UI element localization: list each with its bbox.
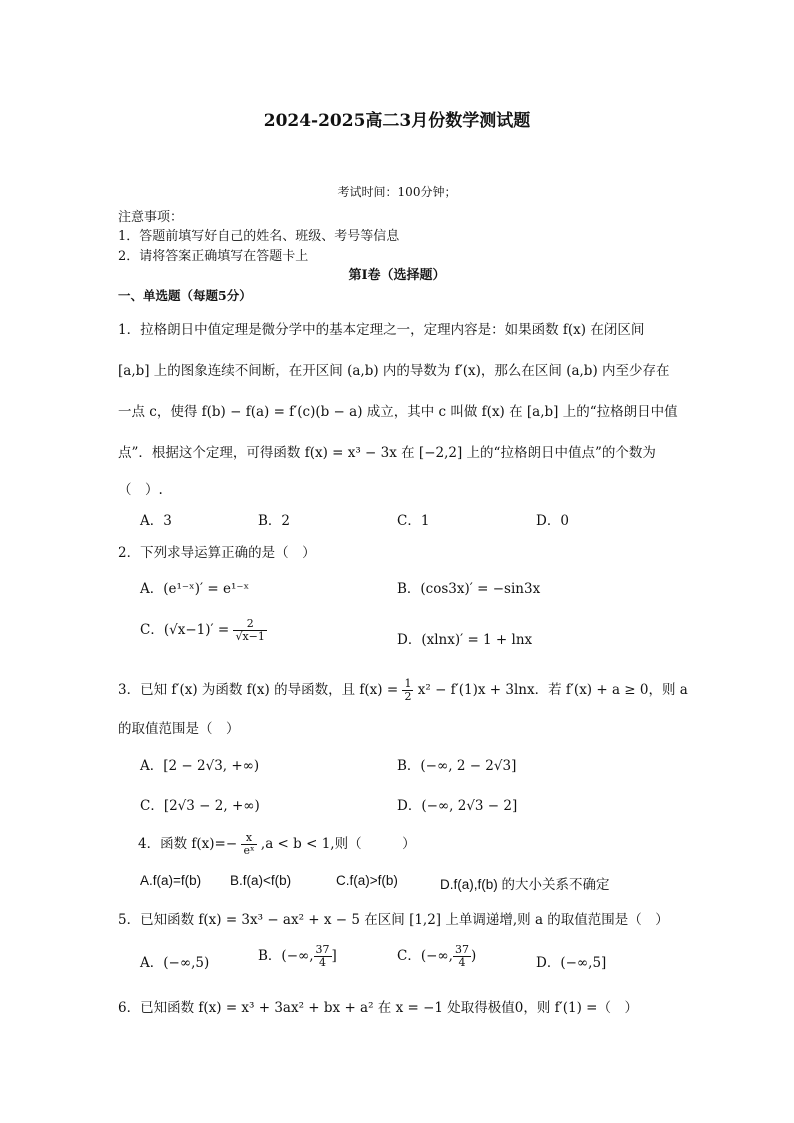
numerator: 37: [315, 943, 330, 956]
q5-option-b[interactable]: [258, 944, 337, 969]
q4-option-b[interactable]: B.f(a)<f(b): [230, 873, 292, 888]
q2-option-c[interactable]: [140, 618, 267, 643]
interval-close: ): [470, 948, 477, 964]
section-title: 一、单选题（每题5分）: [118, 288, 252, 303]
q4-option-c[interactable]: C.f(a)>f(b): [336, 873, 398, 888]
q1-line: 1．拉格朗日中值定理是微分学中的基本定理之一，定理内容是：如果函数 f(x) 在闭区间: [118, 322, 645, 338]
volume-title: 第I卷（选择题）: [348, 268, 446, 283]
option-letter: B．: [258, 948, 282, 964]
interval-open: (−∞,: [281, 948, 314, 964]
stem-part: 3．已知 f′(x) 为函数 f(x) 的导函数，且 f(x) =: [118, 682, 399, 698]
q1-option-b[interactable]: B．2: [258, 513, 291, 529]
option-letter: C．: [140, 622, 164, 638]
denominator: √x−1: [235, 630, 265, 643]
q3-option-c[interactable]: C．[2√3 − 2, +∞): [140, 798, 260, 814]
q4-option-d[interactable]: D.f(a),f(b) 的大小关系不确定: [440, 877, 610, 892]
exam-time: 考试时间：100分钟；: [337, 185, 457, 199]
stem-part: 4．函数 f(x)=−: [138, 836, 238, 852]
q2-stem: 2．下列求导运算正确的是（ ）: [118, 545, 316, 561]
fraction: [233, 618, 266, 643]
q3-option-a[interactable]: A．[2 − 2√3, +∞): [140, 758, 260, 774]
fraction: [453, 944, 471, 969]
option-letter: C．: [397, 948, 421, 964]
page-title: 2024-2025高二3月份数学测试题: [263, 111, 531, 131]
denominator: 2: [404, 690, 412, 703]
denominator: eˣ: [243, 844, 255, 857]
q5-stem: 5．已知函数 f(x) = 3x³ − ax² + x − 5 在区间 [1,2] 上单调递增,则 a 的取值范围是（ ）: [118, 912, 669, 928]
notice-item: 1．答题前填写好自己的姓名、班级、考号等信息: [118, 229, 400, 244]
q1-line: 点”．根据这个定理，可得函数 f(x) = x³ − 3x 在 [−2,2] 上的“拉格朗日中值点”的个数为: [118, 445, 656, 461]
numerator: x: [241, 832, 256, 845]
formula-lhs: (√x−1)′ =: [163, 622, 230, 638]
q2-option-a[interactable]: A．(e¹⁻ˣ)′ = e¹⁻ˣ: [140, 581, 250, 597]
q3-option-d[interactable]: D．(−∞, 2√3 − 2]: [397, 798, 518, 814]
q1-option-a[interactable]: A．3: [140, 513, 172, 529]
q6-stem: 6．已知函数 f(x) = x³ + 3ax² + bx + a² 在 x = −1 处取得极值0，则 f′(1) =（ ）: [118, 1000, 638, 1016]
q2-option-b[interactable]: B．(cos3x)′ = −sin3x: [397, 581, 541, 597]
q3-stem-2: 的取值范围是（ ）: [118, 721, 240, 737]
q5-option-c[interactable]: [397, 944, 476, 969]
fraction: [241, 832, 256, 857]
q4-option-a[interactable]: A.f(a)=f(b): [140, 873, 202, 888]
fraction: [402, 678, 413, 703]
q3-option-b[interactable]: B．(−∞, 2 − 2√3]: [397, 758, 517, 774]
q2-option-d[interactable]: D．(xlnx)′ = 1 + lnx: [397, 632, 533, 648]
numerator: 1: [404, 677, 412, 690]
fraction: [314, 944, 332, 969]
q1-line: 一点 c，使得 f(b) − f(a) = f′(c)(b − a) 成立，其中 c 叫做 f(x) 在 [a,b] 上的“拉格朗日中值: [118, 404, 678, 420]
q1-option-d[interactable]: D．0: [536, 513, 569, 529]
q5-option-d[interactable]: D．(−∞,5]: [536, 955, 607, 971]
q5-option-a[interactable]: A．(−∞,5): [140, 955, 210, 971]
denominator: 4: [458, 956, 466, 969]
q1-line: （ ）.: [118, 482, 163, 498]
q4-stem: [138, 832, 416, 857]
numerator: 37: [454, 943, 469, 956]
stem-part: x² − f′(1)x + 3lnx．若 f′(x) + a ≥ 0，则 a: [417, 682, 688, 698]
numerator: 2: [233, 618, 266, 631]
interval-open: (−∞,: [420, 948, 453, 964]
notice-item: 2．请将答案正确填写在答题卡上: [118, 249, 309, 264]
stem-part: ,a < b < 1,则（ ）: [260, 836, 416, 852]
q1-option-c[interactable]: C．1: [397, 513, 430, 529]
denominator: 4: [319, 956, 327, 969]
interval-close: ]: [331, 948, 337, 964]
q1-line: [a,b] 上的图象连续不间断，在开区间 (a,b) 内的导数为 f′(x)，那么在区间 (a,b) 内至少存在: [118, 363, 670, 379]
q3-stem: [118, 678, 688, 703]
notice-heading: 注意事项：: [118, 210, 184, 225]
